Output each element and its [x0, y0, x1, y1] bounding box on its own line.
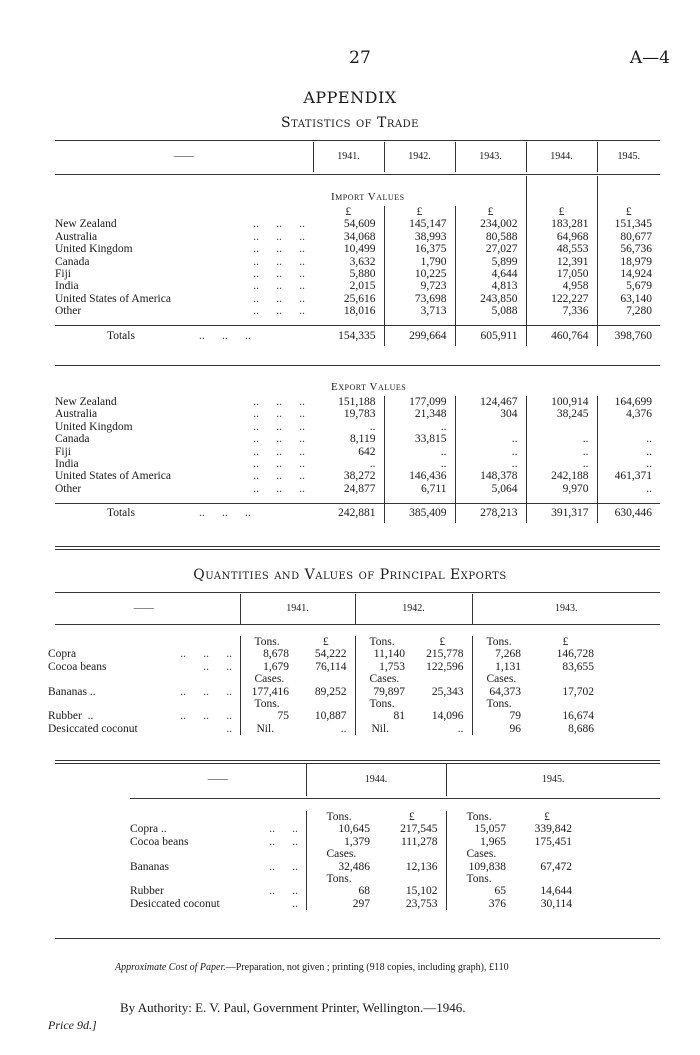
leader-dots: .. .. ..: [253, 445, 305, 458]
principal-value: ..: [413, 723, 472, 735]
year-header: 1941.: [313, 142, 384, 172]
year-header: 1942.: [384, 142, 455, 172]
principal-value: 79,897: [373, 685, 405, 698]
export-value: 177,099: [384, 396, 455, 408]
import-value: 243,850: [455, 293, 526, 305]
export-row: [55, 421, 660, 433]
principal-value: 339,842: [534, 823, 572, 836]
principal-value: 25,343: [413, 686, 472, 698]
unit-label: Cases.: [326, 848, 357, 861]
principal-value: 297: [352, 897, 370, 910]
import-value: 5,899: [455, 256, 526, 268]
totals-label: Totals: [107, 329, 135, 342]
principal-value: 83,655: [562, 660, 594, 673]
year-header: 1942.: [355, 594, 472, 624]
commodity-label: Bananas ..: [48, 685, 96, 698]
cost-label: Approximate Cost of Paper.: [115, 962, 226, 973]
export-value: 146,436: [384, 470, 455, 482]
principal-item-row: [130, 823, 660, 835]
import-value: 18,979: [620, 255, 652, 268]
leader-dots: .. .. ..: [253, 243, 305, 256]
price-note: Price 9d.]: [48, 1018, 97, 1032]
export-value: 38,272: [313, 470, 384, 482]
page-number: 27: [349, 48, 371, 68]
export-total-1942: 385,409: [384, 503, 455, 523]
unit-label: £: [562, 636, 569, 648]
unit-label: Tons.: [486, 698, 512, 711]
principal-value: ..: [297, 723, 355, 735]
export-value: ..: [526, 446, 597, 458]
import-value: 56,736: [620, 243, 652, 256]
header-dash: ——: [55, 142, 313, 172]
principal-value: 111,278: [378, 836, 446, 848]
principal-value: 54,222: [297, 648, 355, 660]
leader-dots: .. .. ..: [253, 230, 305, 243]
import-total-1941: 154,335: [313, 326, 384, 346]
cost-text: —Preparation, not given ; printing (918 copies, including graph), £110: [225, 962, 509, 973]
export-value: ..: [526, 433, 597, 445]
import-value: 18,016: [313, 305, 384, 317]
export-value: ..: [384, 446, 455, 458]
export-value: 38,245: [526, 408, 597, 420]
principal-value: 23,753: [378, 898, 446, 910]
export-row: [55, 408, 660, 420]
import-row: [55, 218, 660, 230]
import-value: 34,068: [313, 231, 384, 243]
import-value: 9,723: [384, 280, 455, 292]
leader-dots: .. .. ..: [253, 482, 305, 495]
principal-item-row: [130, 861, 660, 873]
authority-line: By Authority: E. V. Paul, Government Printer, Wellington.—1946.: [120, 1000, 466, 1015]
unit-label: £: [544, 811, 550, 823]
export-value: 19,783: [313, 408, 384, 420]
export-row: [55, 396, 660, 408]
import-value: 234,002: [455, 218, 526, 230]
principal-value: 15,102: [378, 885, 446, 897]
commodity-label: Cocoa beans: [48, 660, 107, 673]
unit-label: Tons.: [326, 811, 352, 823]
principal-value: 8,678: [263, 648, 289, 661]
export-value: 24,877: [313, 483, 384, 495]
export-value: ..: [384, 421, 455, 433]
commodity-label: Desiccated coconut: [130, 897, 220, 910]
year-header: 1945.: [542, 773, 565, 785]
leader-dots: .. .. ..: [253, 255, 305, 268]
import-value: 151,345: [614, 218, 652, 231]
import-total-1945: 398,760: [614, 329, 652, 342]
currency-symbol: £: [313, 206, 384, 218]
import-row: [55, 256, 660, 268]
principal-value: 81: [393, 710, 405, 723]
leader-dots: .. ..: [269, 860, 298, 873]
import-value: 1,790: [384, 256, 455, 268]
export-value: ..: [384, 458, 455, 470]
principal-value: 17,702: [562, 685, 594, 698]
leader-dots: .. .. ..: [253, 218, 305, 231]
year-header: 1941.: [240, 594, 355, 624]
principal-exports-body-b: [130, 811, 660, 910]
leader-dots: .. .. ..: [253, 280, 305, 293]
import-value: 145,147: [384, 218, 455, 230]
import-row: [55, 280, 660, 292]
country-label: United Kingdom: [55, 420, 133, 433]
import-value: 7,336: [526, 305, 597, 317]
principal-value: 96: [509, 722, 521, 735]
export-value: ..: [646, 445, 652, 458]
principal-value: 16,674: [562, 710, 594, 723]
leader-dots: .. .. ..: [199, 329, 251, 342]
import-value: 2,015: [313, 280, 384, 292]
export-value: 100,914: [526, 396, 597, 408]
import-value: 48,553: [526, 243, 597, 255]
principal-item-row: [48, 648, 660, 660]
export-value: [526, 421, 597, 433]
leader-dots: .. .. ..: [253, 433, 305, 446]
principal-value: 1,753: [379, 660, 405, 673]
principal-value: 175,451: [534, 835, 572, 848]
export-totals-row: [55, 503, 660, 523]
leader-dots: .. .. ..: [253, 420, 305, 433]
import-value: 10,225: [384, 268, 455, 280]
export-row: [55, 433, 660, 445]
import-total-1944: 460,764: [526, 326, 597, 346]
export-value: ..: [646, 482, 652, 495]
unit-label: Tons.: [254, 698, 280, 711]
export-value: 8,119: [313, 433, 384, 445]
principal-value: 14,096: [413, 710, 472, 722]
import-value: 25,616: [313, 293, 384, 305]
year-header: 1945.: [617, 150, 640, 162]
unit-label: £: [378, 811, 446, 823]
import-value: 38,993: [384, 231, 455, 243]
export-value: ..: [646, 458, 652, 471]
export-total-1944: 391,317: [526, 503, 597, 523]
import-row: [55, 268, 660, 280]
leader-dots: .. .. ..: [253, 408, 305, 421]
principal-value: 14,644: [540, 885, 572, 898]
import-value: 12,391: [526, 256, 597, 268]
principal-value: 1,965: [480, 835, 506, 848]
import-value: 5,679: [626, 280, 652, 293]
principal-value: 109,838: [468, 860, 506, 873]
principal-value: 217,545: [378, 823, 446, 835]
principal-value: 1,679: [263, 660, 289, 673]
principal-value: 65: [494, 885, 506, 898]
unit-label: Tons.: [369, 698, 395, 711]
export-value: 33,815: [384, 433, 455, 445]
principal-value: 68: [358, 885, 370, 898]
trade-header-row: [55, 142, 660, 172]
country-label: India: [55, 458, 79, 471]
import-total-1943: 605,911: [455, 326, 526, 346]
unit-label: £: [297, 636, 355, 648]
export-row: [55, 470, 660, 482]
unit-label: Tons.: [466, 873, 492, 886]
import-values-table: [55, 176, 660, 346]
principal-item-row: [48, 686, 660, 698]
export-value: 5,064: [455, 483, 526, 495]
leader-dots: .. .. ..: [253, 458, 305, 471]
import-value: 16,375: [384, 243, 455, 255]
currency-symbol: £: [384, 206, 455, 218]
principal-value: 122,596: [413, 661, 472, 673]
export-value: 9,970: [526, 483, 597, 495]
header-dash: ——: [130, 764, 306, 796]
leader-dots: .. .. ..: [253, 268, 305, 281]
principal-value: 177,416: [251, 685, 289, 698]
import-row: [55, 231, 660, 243]
principal-value: 15,057: [474, 823, 506, 836]
principal-value: 10,645: [338, 823, 370, 836]
export-value: [455, 421, 526, 433]
unit-label: Cases.: [369, 673, 400, 686]
principal-value: 11,140: [373, 648, 405, 661]
principal-value: 1,131: [495, 660, 521, 673]
country-label: United States of America: [55, 292, 171, 305]
unit-label: Cases.: [486, 673, 517, 686]
principal-item-row: [48, 723, 660, 735]
commodity-label: Rubber ..: [48, 710, 94, 723]
import-value: 4,958: [526, 280, 597, 292]
leader-dots: .. .. ..: [180, 685, 232, 698]
leader-dots: .. .. ..: [199, 507, 251, 520]
export-value: 124,467: [455, 396, 526, 408]
unit-label: Cases.: [254, 673, 285, 686]
export-value: 642: [313, 446, 384, 458]
import-value: 64,968: [526, 231, 597, 243]
export-value: [597, 421, 660, 433]
currency-symbol: £: [455, 206, 526, 218]
unit-row: [48, 673, 660, 685]
currency-symbol: £: [526, 206, 597, 218]
import-row: [55, 293, 660, 305]
import-value: 63,140: [620, 292, 652, 305]
cost-note: [115, 962, 509, 973]
leader-dots: .. ..: [203, 660, 232, 673]
export-value: 6,711: [384, 483, 455, 495]
principal-header-row-b: [130, 764, 660, 796]
principal-value: 146,728: [556, 648, 594, 661]
unit-label: Cases.: [466, 848, 497, 861]
export-value: ..: [313, 458, 384, 470]
unit-label: £: [413, 636, 472, 648]
import-row: [55, 243, 660, 255]
import-value: 7,280: [626, 305, 652, 318]
export-value: ..: [526, 458, 597, 470]
country-label: India: [55, 280, 79, 293]
country-label: Australia: [55, 408, 98, 421]
header-dash: ——: [48, 594, 240, 624]
export-total-1941: 242,881: [313, 503, 384, 523]
principal-value: 215,778: [413, 648, 472, 660]
commodity-label: Cocoa beans: [130, 835, 189, 848]
unit-label: Tons.: [326, 873, 352, 886]
import-value: 80,677: [620, 230, 652, 243]
appendix-title: APPENDIX: [303, 88, 397, 107]
export-values-table: [55, 366, 660, 523]
principal-exports-table-1944-1945: [130, 764, 660, 796]
principal-value: 32,486: [338, 860, 370, 873]
year-header: 1944.: [306, 764, 446, 796]
export-value: ..: [313, 421, 384, 433]
country-label: Other: [55, 482, 82, 495]
statistics-subtitle: Statistics of Trade: [281, 115, 419, 131]
export-value: 304: [455, 408, 526, 420]
principal-item-row: [48, 661, 660, 673]
principal-value: Nil.: [256, 722, 275, 735]
totals-label: Totals: [107, 507, 135, 520]
unit-label: Tons.: [254, 636, 280, 648]
principal-value: 79: [509, 710, 521, 723]
currency-symbol: £: [625, 206, 632, 218]
import-values-heading: Import Values: [331, 190, 405, 203]
export-value: 461,371: [614, 470, 652, 483]
leader-dots: .. .. ..: [180, 710, 232, 723]
unit-label: Tons.: [369, 636, 395, 648]
export-total-1943: 278,213: [455, 503, 526, 523]
commodity-label: Rubber: [130, 885, 164, 898]
country-label: Other: [55, 305, 82, 318]
principal-value: 64,373: [489, 685, 521, 698]
export-values-heading: Export Values: [331, 380, 407, 393]
unit-row: [130, 873, 660, 885]
commodity-label: Copra: [48, 648, 77, 661]
principal-item-row: [48, 710, 660, 722]
leader-dots: ..: [226, 722, 232, 735]
principal-value: 67,472: [540, 860, 572, 873]
principal-header-row-a: [48, 594, 660, 624]
commodity-label: Copra ..: [130, 823, 167, 836]
leader-dots: .. ..: [269, 835, 298, 848]
document-reference: A—4: [629, 48, 670, 68]
country-label: Australia: [55, 230, 98, 243]
import-value: 17,050: [526, 268, 597, 280]
import-value: 54,609: [313, 218, 384, 230]
principal-value: 76,114: [297, 661, 355, 673]
unit-row: [130, 848, 660, 860]
import-value: 5,880: [313, 268, 384, 280]
principal-item-row: [130, 898, 660, 910]
export-value: 164,699: [614, 396, 652, 408]
country-label: Canada: [55, 255, 90, 268]
import-value: 73,698: [384, 293, 455, 305]
country-label: United States of America: [55, 470, 171, 483]
export-value: 242,188: [526, 470, 597, 482]
principal-value: 7,268: [495, 648, 521, 661]
export-value: 21,348: [384, 408, 455, 420]
import-value: 4,644: [455, 268, 526, 280]
unit-row: [130, 811, 660, 823]
import-value: 122,227: [526, 293, 597, 305]
principal-exports-heading: Quantities and Values of Principal Exports: [193, 567, 507, 583]
unit-row: [48, 636, 660, 648]
export-value: ..: [646, 433, 652, 446]
import-value: 27,027: [455, 243, 526, 255]
export-row: [55, 446, 660, 458]
import-value: 10,499: [313, 243, 384, 255]
principal-exports-body-a: [48, 636, 660, 735]
principal-exports-table-1941-1943: [48, 594, 660, 624]
principal-value: 12,136: [378, 861, 446, 873]
leader-dots: .. ..: [269, 823, 298, 836]
unit-label: Tons.: [486, 636, 512, 648]
import-value: 3,632: [313, 256, 384, 268]
country-label: New Zealand: [55, 396, 117, 408]
export-value: ..: [455, 458, 526, 470]
year-header: 1943.: [555, 602, 578, 614]
leader-dots: .. .. ..: [253, 396, 305, 408]
export-row: [55, 483, 660, 495]
leader-dots: .. .. ..: [253, 292, 305, 305]
leader-dots: .. .. ..: [253, 305, 305, 318]
principal-value: 1,379: [344, 835, 370, 848]
export-value: 148,378: [455, 470, 526, 482]
import-value: 80,588: [455, 231, 526, 243]
principal-value: 89,252: [297, 686, 355, 698]
principal-item-row: [130, 885, 660, 897]
export-value: ..: [455, 433, 526, 445]
principal-item-row: [130, 836, 660, 848]
import-value: 5,088: [455, 305, 526, 317]
country-label: Fiji: [55, 268, 71, 281]
import-value: 14,924: [620, 268, 652, 281]
leader-dots: .. ..: [269, 885, 298, 898]
principal-value: 10,887: [297, 710, 355, 722]
export-total-1945: 630,446: [614, 507, 652, 520]
import-value: 3,713: [384, 305, 455, 317]
import-value: 4,813: [455, 280, 526, 292]
import-value: 183,281: [526, 218, 597, 230]
export-row: [55, 458, 660, 470]
import-total-1942: 299,664: [384, 326, 455, 346]
principal-value: 75: [277, 710, 289, 723]
import-row: [55, 305, 660, 317]
leader-dots: .. .. ..: [180, 648, 232, 661]
unit-row: [48, 698, 660, 710]
unit-label: Tons.: [466, 811, 492, 823]
country-label: United Kingdom: [55, 243, 133, 256]
trade-statistics-table: [55, 142, 660, 172]
principal-value: 8,686: [568, 722, 594, 735]
principal-value: 30,114: [540, 897, 572, 910]
country-label: New Zealand: [55, 218, 117, 231]
export-value: 151,188: [313, 396, 384, 408]
year-header: 1944.: [526, 142, 597, 172]
export-value: 4,376: [626, 408, 652, 421]
commodity-label: Bananas: [130, 860, 169, 873]
country-label: Fiji: [55, 445, 71, 458]
import-totals-row: [55, 326, 660, 346]
export-value: ..: [455, 446, 526, 458]
commodity-label: Desiccated coconut: [48, 722, 138, 735]
leader-dots: ..: [292, 897, 298, 910]
year-header: 1943.: [455, 142, 526, 172]
country-label: Canada: [55, 433, 90, 446]
principal-value: Nil.: [371, 722, 390, 735]
leader-dots: .. .. ..: [253, 470, 305, 483]
principal-value: 376: [488, 897, 506, 910]
